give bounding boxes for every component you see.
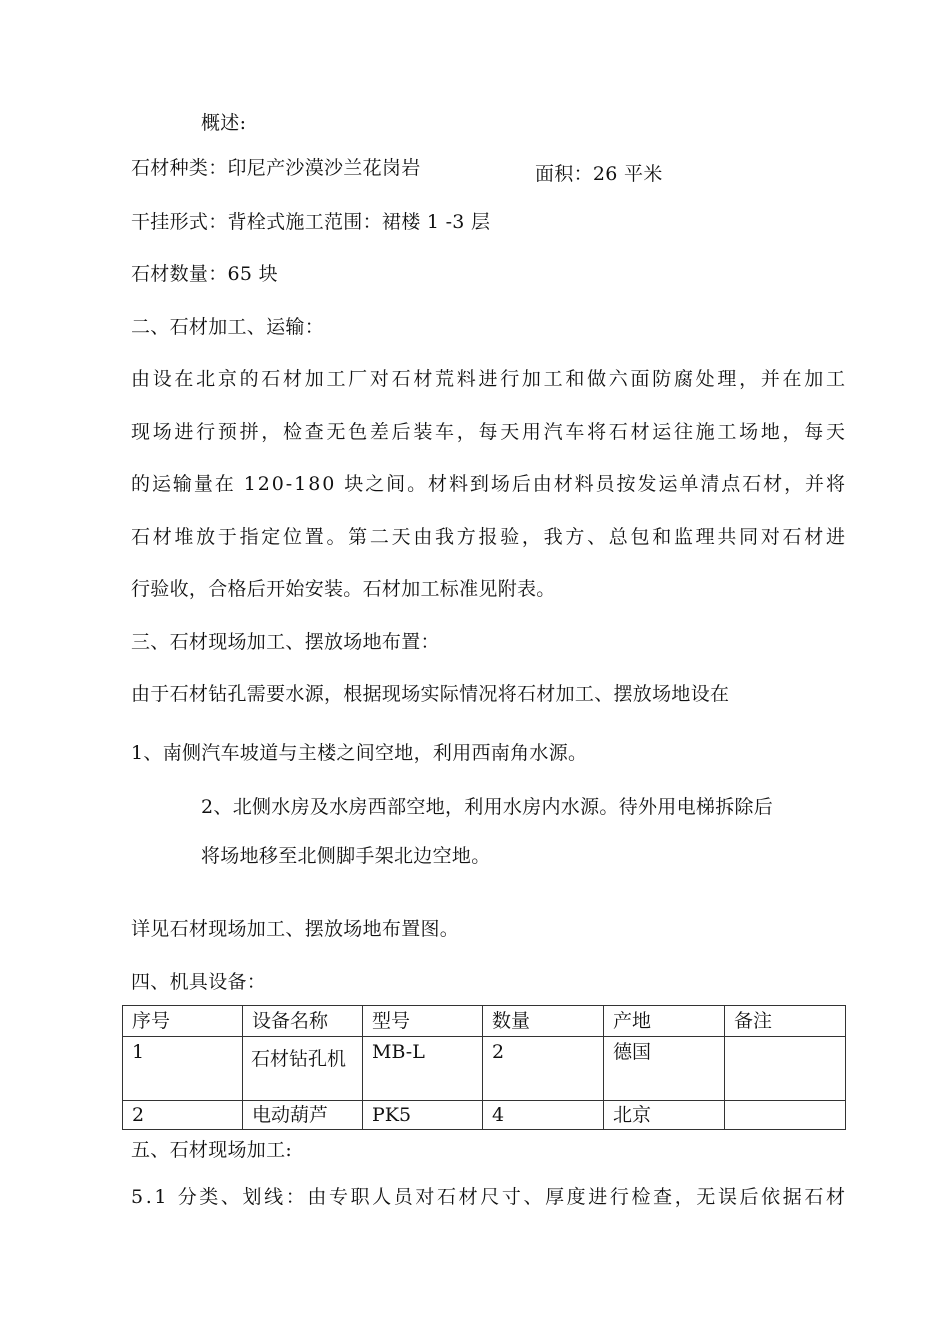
section5-heading: 五、石材现场加工: — [131, 1139, 293, 1161]
section2-line-4: 石材堆放于指定位置。第二天由我方报验，我方、总包和监理共同对石材进 — [131, 526, 848, 548]
table-header-cell: 数量 — [483, 1006, 604, 1037]
section2-line-5: 行验收，合格后开始安装。石材加工标准见附表。 — [131, 578, 556, 600]
table-header-cell: 产地 — [604, 1006, 725, 1037]
section3-item-2-line-2: 将场地移至北侧脚手架北边空地。 — [201, 845, 491, 867]
table-header-cell: 型号 — [363, 1006, 483, 1037]
table-cell: 德国 — [604, 1037, 725, 1101]
table-cell: 北京 — [604, 1101, 725, 1130]
section4-heading: 四、机具设备： — [131, 971, 267, 993]
area-line: 面积：26 平米 — [535, 163, 663, 185]
table-header-cell: 备注 — [725, 1006, 846, 1037]
table-cell: 2 — [483, 1037, 604, 1101]
table-cell: 1 — [123, 1037, 243, 1101]
hanging-form-line: 干挂形式：背栓式施工范围：裙楼 1 -3 层 — [131, 211, 491, 233]
table-cell — [725, 1101, 846, 1130]
table-header-cell: 序号 — [123, 1006, 243, 1037]
table-cell: 4 — [483, 1101, 604, 1130]
table-header-row — [123, 1006, 846, 1037]
table-cell — [725, 1037, 846, 1101]
table-row — [123, 1101, 846, 1130]
section2-heading: 二、石材加工、运输： — [131, 316, 325, 338]
section5-line-1: 5.1 分类、划线：由专职人员对石材尺寸、厚度进行检查，无误后依据石材 — [131, 1186, 848, 1208]
section2-line-1: 由设在北京的石材加工厂对石材荒料进行加工和做六面防腐处理，并在加工 — [131, 368, 848, 390]
section2-line-2: 现场进行预拼，检查无色差后装车，每天用汽车将石材运往施工场地，每天 — [131, 421, 848, 443]
section2-line-3: 的运输量在 120-180 块之间。材料到场后由材料员按发运单清点石材，并将 — [131, 473, 847, 495]
table-cell: MB-L — [363, 1037, 483, 1101]
section3-heading: 三、石材现场加工、摆放场地布置： — [131, 631, 440, 653]
table-cell: 电动葫芦 — [243, 1101, 363, 1130]
stone-type-line: 石材种类：印尼产沙漠沙兰花岗岩 — [131, 157, 421, 179]
overview-heading: 概述: — [201, 112, 247, 134]
table-cell: 2 — [123, 1101, 243, 1130]
section3-item-2-line-1: 2、北侧水房及水房西部空地，利用水房内水源。待外用电梯拆除后 — [201, 796, 774, 818]
table-row — [123, 1037, 846, 1101]
section3-item-1: 1、南侧汽车坡道与主楼之间空地，利用西南角水源。 — [131, 742, 588, 764]
section3-intro: 由于石材钻孔需要水源，根据现场实际情况将石材加工、摆放场地设在 — [131, 683, 730, 705]
section3-see-also: 详见石材现场加工、摆放场地布置图。 — [131, 918, 460, 940]
table-cell: 石材钻孔机 — [243, 1037, 363, 1101]
table-cell: PK5 — [363, 1101, 483, 1130]
equipment-table — [122, 1005, 846, 1130]
quantity-line: 石材数量：65 块 — [131, 263, 278, 285]
table-header-cell: 设备名称 — [243, 1006, 363, 1037]
